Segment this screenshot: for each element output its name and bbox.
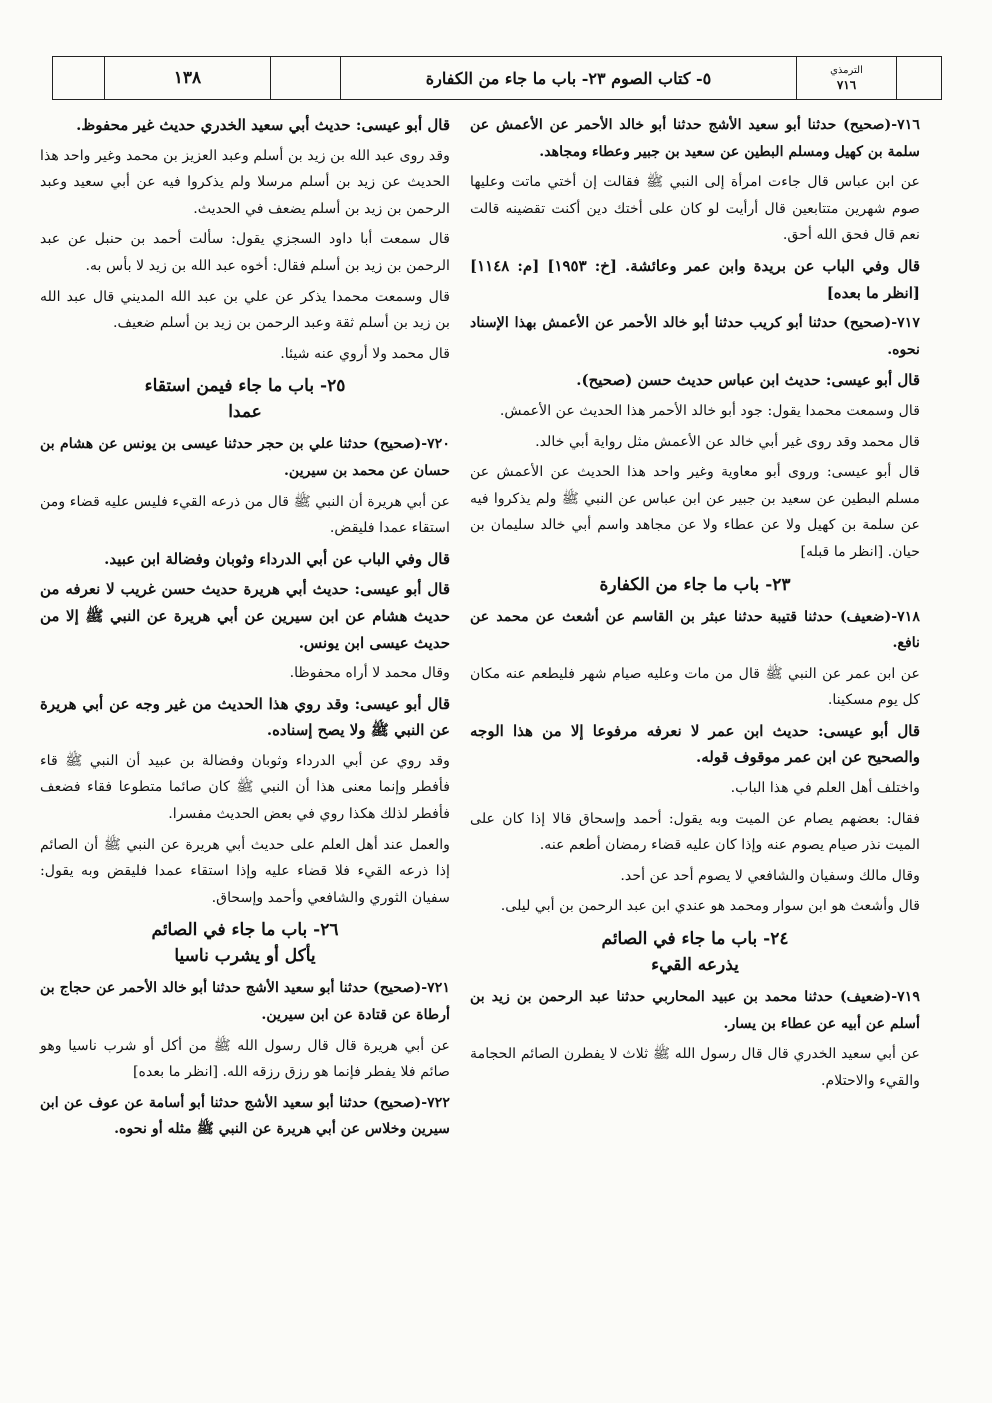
hadith-716: ٧١٦-(صحيح) حدثنا أبو سعيد الأشج حدثنا أبو خالد الأحمر عن الأعمش عن سلمة بن كهيل ومسلم البطين عن سعيد بن جبير وعطاء ومجاهد. bbox=[470, 117, 920, 160]
text-paragraph: فقال: بعضهم يصام عن الميت وبه يقول: أحمد وإسحاق قالا إذا كان على الميت نذر صيام يصوم عنه وإذا كان عليه قضاء رمضان أطعم عنه. bbox=[470, 810, 920, 854]
hadith-720: ٧٢٠-(صحيح) حدثنا علي بن حجر حدثنا عيسى بن يونس عن هشام بن حسان عن محمد بن سيرين. bbox=[40, 436, 450, 479]
text-paragraph: عن أبي هريرة قال قال رسول الله ﷺ من أكل أو شرب ناسيا وهو صائم فلا يفطر فإنما هو رزق رزقه الله. [انظر ما بعده] bbox=[40, 1037, 450, 1081]
text-paragraph: قال أبو عيسى: وقد روي هذا الحديث من غير وجه عن أبي هريرة عن النبي ﷺ ولا يصح إسناده. bbox=[40, 694, 450, 740]
text-paragraph: قال أبو عيسى: حديث ابن عمر لا نعرفه مرفوعا إلا من هذا الوجه والصحيح عن ابن عمر موقوف قوله. bbox=[470, 721, 920, 767]
text-paragraph: عن ابن عباس قال جاءت امرأة إلى النبي ﷺ فقالت إن أختي ماتت وعليها صوم شهرين متتابعين قال أرأيت لو كان على أختك دين أكنت تقضينه قالت نعم قال فحق الله أحق. bbox=[470, 174, 920, 244]
header-blank-left bbox=[53, 57, 105, 99]
text-paragraph: قال وأشعث هو ابن سوار ومحمد هو عندي ابن عبد الرحمن بن أبي ليلى. bbox=[500, 898, 920, 915]
text-paragraph: واختلف أهل العلم في هذا الباب. bbox=[730, 780, 920, 797]
hadith-717: ٧١٧-(صحيح) حدثنا أبو كريب حدثنا أبو خالد الأحمر عن الأعمش بهذا الإسناد نحوه. bbox=[470, 315, 920, 358]
hadith-721: ٧٢١-(صحيح) حدثنا أبو سعيد الأشج حدثنا أبو خالد الأحمر عن حجاج بن أرطاة عن قتادة عن ابن سيرين. bbox=[40, 980, 450, 1024]
header-blank-right bbox=[897, 57, 941, 99]
chapter-heading-line: ٢٣- باب ما جاء من الكفارة bbox=[599, 574, 791, 595]
chapter-heading-23 bbox=[470, 572, 920, 598]
book-reference bbox=[797, 57, 897, 99]
chapter-heading-line: ٢٦- باب ما جاء في الصائم bbox=[151, 920, 339, 941]
page-reference: ٧١٦ bbox=[836, 78, 857, 92]
hadith-718: ٧١٨-(ضعيف) حدثنا قتيبة حدثنا عبثر بن القاسم عن أشعث عن محمد عن نافع. bbox=[470, 608, 920, 652]
text-paragraph: وقال مالك وسفيان والشافعي لا يصوم أحد عن أحد. bbox=[620, 867, 920, 884]
chapter-heading-26 bbox=[40, 917, 450, 969]
text-paragraph: عن أبي سعيد الخدري قال قال رسول الله ﷺ ثلاث لا يفطرن الصائم الحجامة والقيء والاحتلام. bbox=[470, 1046, 920, 1089]
text-paragraph: قال أبو عيسى: وروى أبو معاوية وغير واحد هذا الحديث عن الأعمش عن مسلم البطين عن سعيد بن جبير عن ابن عباس عن النبي ﷺ ولم يذكروا فيه عن سلمة بن كهيل ولا عن عطاء ولا عن مجاهد واسم أبي خالد سليمان بن حيان. [انظر ما قبله] bbox=[470, 464, 920, 560]
chapter-heading-25 bbox=[40, 373, 450, 425]
text-paragraph: وقال محمد لا أراه محفوظا. bbox=[289, 665, 450, 682]
text-paragraph: قال وسمعت محمدا يذكر عن علي بن عبد الله المديني قال عبد الله بن زيد بن أسلم ثقة وعبد الرحمن بن زيد بن أسلم ضعيف. bbox=[40, 288, 450, 332]
right-column bbox=[470, 112, 920, 1098]
chapter-heading-line: يذرعه القيء bbox=[651, 955, 739, 976]
text-paragraph: قال وفي الباب عن أبي الدرداء وثوبان وفضالة ابن عبيد. bbox=[104, 549, 450, 568]
left-column bbox=[40, 112, 450, 1147]
text-paragraph: قال وسمعت محمدا يقول: جود أبو خالد الأحمر هذا الحديث عن الأعمش. bbox=[499, 402, 920, 419]
chapter-heading-line: ٢٤- باب ما جاء في الصائم bbox=[601, 929, 789, 950]
running-title: ٥- كتاب الصوم ٢٣- باب ما جاء من الكفارة bbox=[341, 57, 797, 99]
chapter-heading-line: ٢٥- باب ما جاء فيمن استقاء bbox=[144, 376, 346, 397]
book-short-title: الترمذي bbox=[830, 65, 863, 76]
hadith-719: ٧١٩-(ضعيف) حدثنا محمد بن عبيد المحاربي حدثنا عبد الرحمن بن زيد بن أسلم عن أبيه عن عطاء بن يسار. bbox=[470, 989, 920, 1032]
text-paragraph: قال أبو عيسى: حديث أبي هريرة حديث حسن غريب لا نعرفه من حديث هشام عن ابن سيرين عن أبي هريرة عن النبي ﷺ إلا من حديث عيسى ابن يونس. bbox=[40, 580, 450, 652]
text-paragraph: قال محمد ولا أروي عنه شيئا. bbox=[280, 345, 450, 362]
page-header bbox=[52, 56, 942, 100]
chapter-heading-line: يأكل أو يشرب ناسيا bbox=[174, 946, 316, 967]
text-paragraph: والعمل عند أهل العلم على حديث أبي هريرة عن النبي ﷺ أن الصائم إذا ذرعه القيء فلا قضاء عليه وإذا استقاء عمدا فليقض وبه يقول: سفيان الثوري والشافعي وأحمد وإسحاق. bbox=[40, 836, 450, 906]
text-paragraph: عن أبي هريرة أن النبي ﷺ قال من ذرعه القيء فليس عليه قضاء ومن استقاء عمدا فليقض. bbox=[40, 493, 450, 537]
text-paragraph: قال سمعت أبا داود السجزي يقول: سألت أحمد بن حنبل عن عبد الرحمن بن زيد بن أسلم فقال: أخوه عبد الله بن زيد لا بأس به. bbox=[40, 231, 450, 274]
page-number: ١٣٨ bbox=[105, 57, 271, 99]
header-blank-middle bbox=[271, 57, 341, 99]
chapter-heading-line: عمدا bbox=[228, 402, 262, 423]
text-paragraph: وقد روي عن أبي الدرداء وثوبان وفضالة بن عبيد أن النبي ﷺ قاء فأفطر وإنما معنى هذا أن النبي ﷺ كان صائما متطوعا فقاء فضعف فأفطر لذلك هكذا روي في بعض الحديث مفسرا. bbox=[40, 752, 450, 823]
text-paragraph: وقد روى عبد الله بن زيد بن أسلم وعبد العزيز بن محمد وغير واحد هذا الحديث عن زيد بن أسلم مرسلا ولم يذكروا فيه عن أبي سعيد وعبد الرحمن بن زيد بن أسلم يضعف في الحديث. bbox=[40, 147, 450, 217]
chapter-heading-24 bbox=[470, 926, 920, 978]
text-paragraph: قال أبو عيسى: حديث ابن عباس حديث حسن (صحيح). bbox=[576, 371, 920, 390]
text-paragraph: قال وفي الباب عن بريدة وابن عمر وعائشة. [خ: ١٩٥٣] [م: ١١٤٨] [انظر ما بعده] bbox=[470, 256, 921, 302]
text-paragraph: عن ابن عمر عن النبي ﷺ قال من مات وعليه صيام شهر فليطعم عنه مكان كل يوم مسكينا. bbox=[470, 665, 920, 709]
text-paragraph: قال أبو عيسى: حديث أبي سعيد الخدري حديث غير محفوظ. bbox=[76, 116, 450, 134]
hadith-722: ٧٢٢-(صحيح) حدثنا أبو سعيد الأشج حدثنا أبو أسامة عن عوف عن ابن سيرين وخلاس عن أبي هريرة عن النبي ﷺ مثله أو نحوه. bbox=[40, 1094, 450, 1138]
text-paragraph: قال محمد وقد روى غير أبي خالد عن الأعمش مثل رواية أبي خالد. bbox=[535, 433, 920, 450]
